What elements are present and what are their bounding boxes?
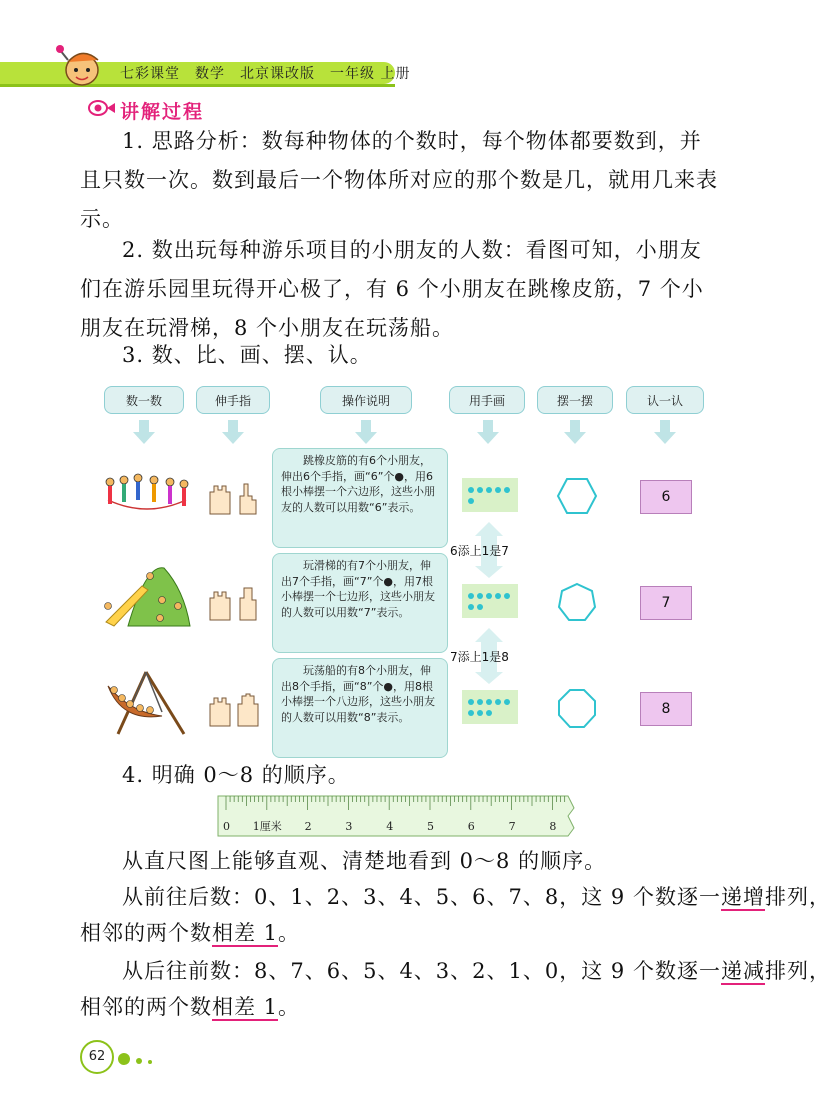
octagon-icon [556, 688, 598, 730]
hands-six-icon [206, 478, 266, 516]
arrow-down-icon [133, 420, 155, 444]
ruler-label: 3 [345, 820, 353, 833]
hands-seven-icon [206, 584, 266, 622]
drawn-dot [486, 487, 492, 493]
mascot-icon [54, 42, 114, 90]
arrow-down-icon [477, 420, 499, 444]
p7-text-a: 从后往前数：8、7、6、5、4、3、2、1、0，这 9 个数逐一 [122, 959, 721, 983]
page-number: 62 [80, 1040, 114, 1074]
paragraph-4: 4. 明确 0～8 的顺序。 [122, 763, 350, 787]
p7-text-b: 排列， [764, 959, 831, 983]
ruler-label: 4 [386, 820, 394, 833]
jump-rope-children-image [100, 470, 194, 520]
dot-box-6 [462, 478, 518, 512]
ruler-label: 8 [549, 820, 557, 833]
p6-text-c: 相邻的两个数 [80, 921, 212, 945]
drawn-dot [486, 699, 492, 705]
ruler-label: 5 [427, 820, 434, 833]
p6-underline-diff: 相差 1 [212, 921, 279, 945]
drawn-dot [495, 593, 501, 599]
paragraph-6-line-1 [122, 878, 831, 917]
add-one-label-7: 7添上1是8 [450, 650, 509, 664]
p6-underline-increase: 递增 [720, 885, 765, 909]
number-box-7: 7 [640, 586, 692, 620]
drawn-dot [495, 487, 501, 493]
header-count: 数一数 [104, 386, 184, 414]
paragraph-2: 2. 数出玩每种游乐项目的小朋友的人数：看图可知，小朋友们在游乐园里玩得开心极了，有 6 个小朋友在跳橡皮筋，7 个小朋友在玩滑梯，8 个小朋友在玩荡船。 [80, 238, 704, 340]
drawn-dot [477, 593, 483, 599]
drawn-dot [468, 487, 474, 493]
ruler-label: 1厘米 [252, 820, 282, 833]
header-instructions: 操作说明 [320, 386, 412, 414]
header-recognize: 认一认 [626, 386, 704, 414]
p6-text-e: 。 [278, 921, 301, 945]
paragraph-7-line-1 [122, 952, 831, 991]
eye-icon [88, 99, 116, 117]
header-title: 七彩课堂 数学 北京课改版 一年级 上册 [120, 66, 411, 82]
add-one-label-6: 6添上1是7 [450, 544, 509, 558]
slide-children-image [98, 560, 194, 632]
paragraph-5: 从直尺图上能够直观、清楚地看到 0～8 的顺序。 [122, 849, 607, 873]
arrow-down-icon [564, 420, 586, 444]
drawn-dot [477, 710, 483, 716]
drawn-dot [468, 604, 474, 610]
drawn-dot [495, 699, 501, 705]
arrow-down-icon [355, 420, 377, 444]
desc-row-7: 玩滑梯的有7个小朋友，伸出7个手指，画“7”个●，用7根小棒摆一个七边形，这些小朋友的人数可以用数“7”表示。 [272, 553, 448, 653]
drawn-dot [486, 593, 492, 599]
swing-boat-children-image [100, 668, 194, 736]
number-box-8: 8 [640, 692, 692, 726]
drawn-dot [504, 487, 510, 493]
p6-text-a: 从前往后数：0、1、2、3、4、5、6、7、8，这 9 个数逐一 [122, 885, 721, 909]
ruler-label: 6 [467, 820, 475, 833]
drawn-dot [468, 699, 474, 705]
dot-box-7 [462, 584, 518, 618]
arrow-down-icon [222, 420, 244, 444]
drawn-dot [477, 604, 483, 610]
drawn-dot [468, 593, 474, 599]
paragraph-7-line-2 [80, 988, 300, 1027]
hands-eight-icon [206, 690, 266, 728]
desc-row-6: 跳橡皮筋的有6个小朋友，伸出6个手指，画“6”个●，用6根小棒摆一个六边形，这些小朋友的人数可以用数“6”表示。 [272, 448, 448, 548]
arrow-down-icon [654, 420, 676, 444]
paragraph-6-line-2 [80, 914, 300, 953]
header-fingers: 伸手指 [196, 386, 270, 414]
section-title: 讲解过程 [120, 101, 205, 123]
paragraph-3: 3. 数、比、画、摆、认。 [122, 343, 372, 367]
p6-text-b: 排列， [764, 885, 831, 909]
ruler-label: 2 [304, 820, 312, 833]
heptagon-icon [556, 582, 598, 624]
page-dots-icon [117, 1052, 157, 1066]
ruler-label: 0 [223, 820, 230, 833]
drawn-dot [504, 699, 510, 705]
drawn-dot [468, 498, 474, 504]
drawn-dot [477, 699, 483, 705]
p7-underline-decrease: 递减 [720, 959, 765, 983]
paragraph-1: 1. 思路分析：数每种物体的个数时，每个物体都要数到，并且只数一次。数到最后一个物体所对应的那个数是几，就用几来表示。 [80, 129, 718, 231]
drawn-dot [486, 710, 492, 716]
desc-row-8: 玩荡船的有8个小朋友，伸出8个手指，画“8”个●，用8根小棒摆一个八边形，这些小朋友的人数可以用数“8”表示。 [272, 658, 448, 758]
ruler-label: 7 [508, 820, 516, 833]
p7-text-c: 相邻的两个数 [80, 995, 212, 1019]
number-box-6: 6 [640, 480, 692, 514]
hexagon-icon [556, 476, 598, 516]
p7-text-e: 。 [278, 995, 301, 1019]
header-draw: 用手画 [449, 386, 525, 414]
dot-box-8 [462, 690, 518, 724]
ruler-image [218, 796, 575, 836]
header-arrange: 摆一摆 [537, 386, 613, 414]
drawn-dot [504, 593, 510, 599]
drawn-dot [477, 487, 483, 493]
drawn-dot [468, 710, 474, 716]
p7-underline-diff: 相差 1 [212, 995, 279, 1019]
